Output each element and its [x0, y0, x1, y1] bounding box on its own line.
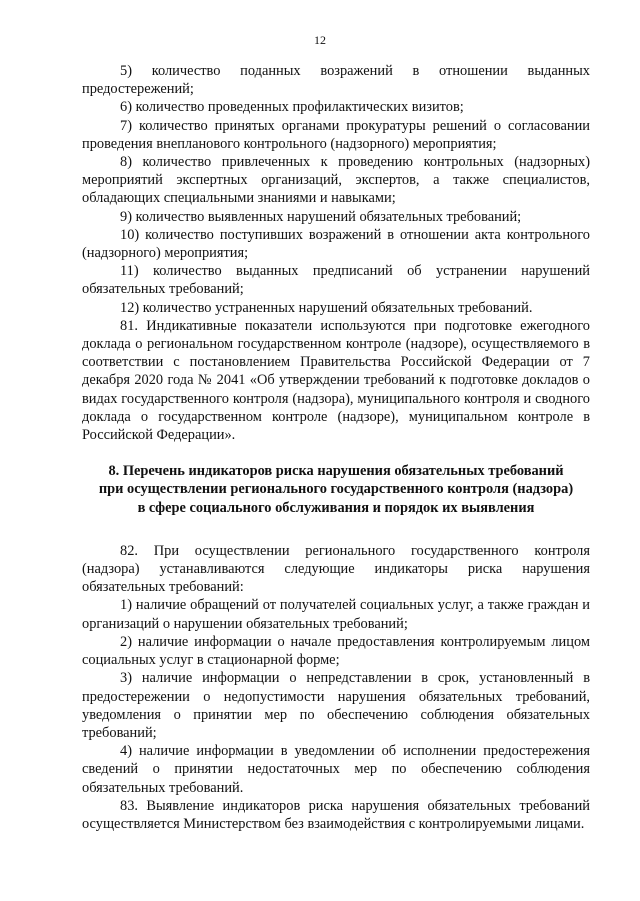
list-item-6: 6) количество проведенных профилактических визитов;: [120, 99, 464, 116]
indicator-item-3: 3) наличие информации о непредставлении в срок, установленный в предостережении о недопустимости нарушения обязательных требований, уведомления о принятии мер по обеспечению соблюдения обязательных требований;: [82, 670, 590, 741]
document-body: [82, 62, 590, 833]
list-item-11: 11) количество выданных предписаний об устранении нарушений обязательных требований;: [82, 263, 590, 298]
list-item-10: 10) количество поступивших возражений в отношении акта контрольного (надзорного) мероприятия;: [82, 226, 590, 262]
list-item-12: 12) количество устраненных нарушений обязательных требований.: [120, 299, 533, 316]
indicator-item-1: 1) наличие обращений от получателей социальных услуг, а также граждан и организаций о нарушении обязательных требований;: [82, 597, 590, 632]
list-item-5: 5) количество поданных возражений в отношении выданных предостережений;: [82, 63, 590, 98]
section-heading-line: при осуществлении регионального государственного контроля (надзора): [98, 481, 574, 498]
paragraph-81: 81. Индикативные показатели используются при подготовке ежегодного доклада о региональном государственном контроле (надзоре), осуществляемого в соответствии с постановлением Правительства Российской Федерации от 7 декабря 2020 года № 2041 «Об утверждении требований к подготовке докладов о видах государственного контроля (надзора), муниципального контроля и сводного доклада о государственном контроле (надзоре), муниципальном контроле в Российской Федерации».: [82, 317, 590, 444]
paragraph-83: 83. Выявление индикаторов риска нарушения обязательных требований осуществляется Министерством без взаимодействия с контролируемыми лицами.: [82, 797, 590, 832]
paragraph-82: 82. При осуществлении регионального государственного контроля (надзора) устанавливаются следующие индикаторы риска нарушения обязательных требований:: [82, 542, 590, 596]
list-item-8: 8) количество привлеченных к проведению контрольных (надзорных) мероприятий экспертных организаций, экспертов, а также специалистов, обладающих специальными знаниями и навыками;: [82, 154, 590, 207]
page-number: 12: [314, 33, 326, 47]
spacer: [82, 535, 590, 542]
list-item-9: 9) количество выявленных нарушений обязательных требований;: [120, 208, 522, 225]
section-heading: [82, 462, 590, 517]
section-heading-line: 8. Перечень индикаторов риска нарушения обязательных требований: [108, 463, 564, 480]
list-item-7: 7) количество принятых органами прокуратуры решений о согласовании проведения внепланового контрольного (надзорного) мероприятия;: [82, 117, 590, 152]
section-heading-line: в сфере социального обслуживания и порядок их выявления: [137, 499, 535, 516]
indicator-item-2: 2) наличие информации о начале предоставления контролируемым лицом социальных услуг в стационарной форме;: [82, 633, 590, 669]
indicator-item-4: 4) наличие информации в уведомлении об исполнении предостережения сведений о принятии недостаточных мер по обеспечению соблюдения обязательных требований.: [82, 743, 590, 796]
